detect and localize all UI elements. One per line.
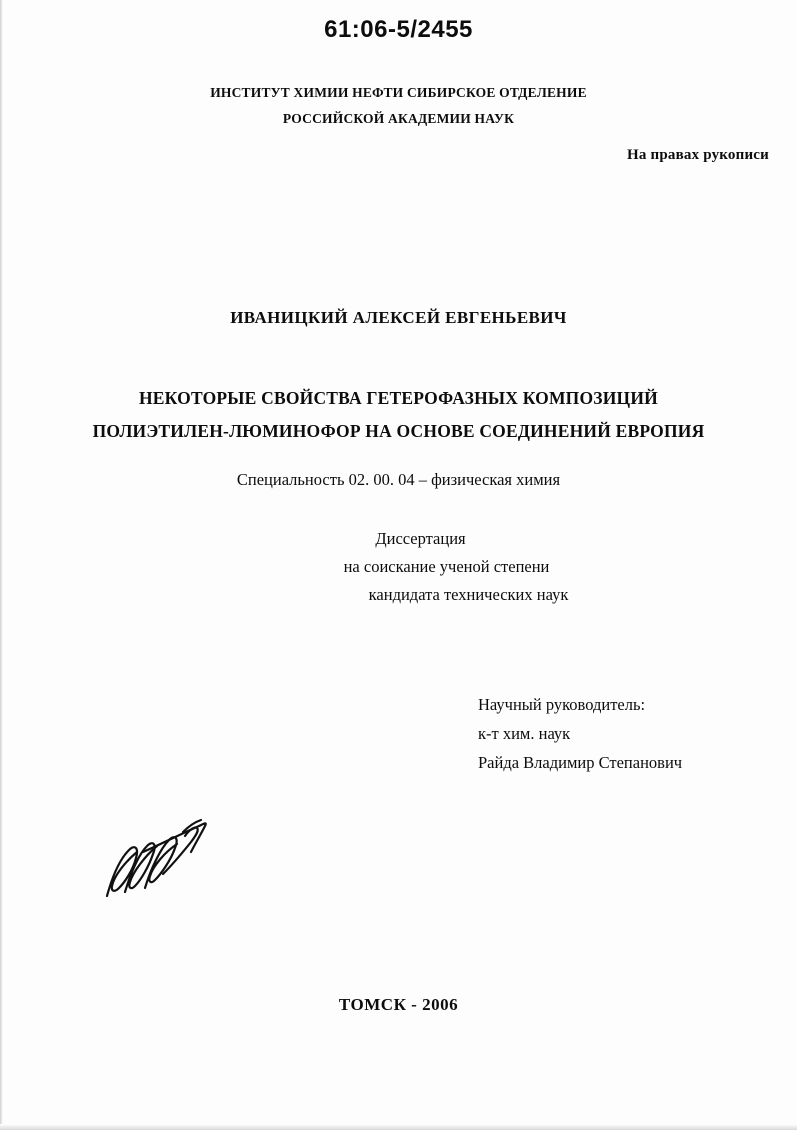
dissertation-title (0, 382, 797, 448)
title-line-1: НЕКОТОРЫЕ СВОЙСТВА ГЕТЕРОФАЗНЫХ КОМПОЗИЦИЙ (139, 388, 658, 408)
degree-line-2: на соискание ученой степени (343, 557, 550, 576)
author-name: ИВАНИЦКИЙ АЛЕКСЕЙ ЕВГЕНЬЕВИЧ (230, 308, 567, 327)
city-and-year: ТОМСК - 2006 (338, 995, 459, 1014)
supervisor-name: Райда Владимир Степанович (478, 753, 683, 772)
supervisor-label: Научный руководитель: (478, 695, 646, 714)
degree-line-3: кандидата технических наук (368, 585, 569, 604)
institute-line-2: РОССИЙСКОЙ АКАДЕМИИ НАУК (282, 111, 515, 126)
speciality-line: Специальность 02. 00. 04 – физическая химия (236, 470, 561, 489)
signature-icon (95, 800, 255, 920)
institute-affiliation (0, 80, 797, 132)
institute-line-1: ИНСТИТУТ ХИМИИ НЕФТИ СИБИРСКОЕ ОТДЕЛЕНИЕ (210, 85, 587, 100)
page-edge-shadow-bottom (0, 1124, 797, 1130)
catalog-number: 61:06-5/2455 (324, 16, 473, 43)
manuscript-note: На правах рукописи (626, 147, 769, 163)
title-line-2: ПОЛИЭТИЛЕН-ЛЮМИНОФОР НА ОСНОВЕ СОЕДИНЕНИЙ ЕВРОПИЯ (92, 421, 705, 441)
supervisor-block (478, 690, 682, 777)
degree-line-1: Диссертация (375, 529, 466, 548)
supervisor-degree: к-т хим. наук (478, 724, 571, 743)
degree-block (0, 525, 797, 609)
